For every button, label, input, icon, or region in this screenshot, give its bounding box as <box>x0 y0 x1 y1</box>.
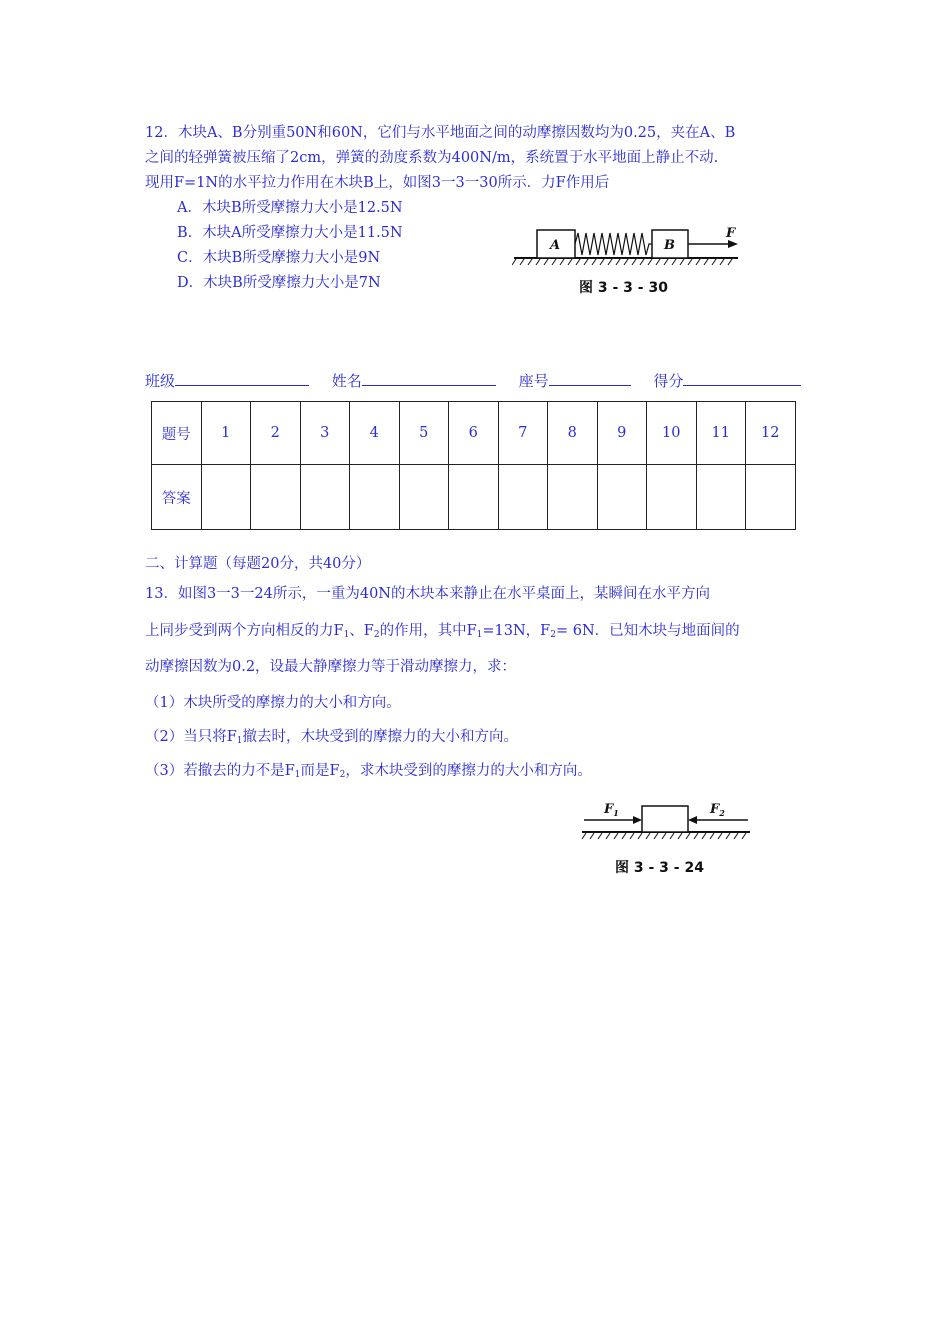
q13-line-1: 13．如图3一3一24所示，一重为40N的木块本来静止在水平桌面上，某瞬间在水平方向 <box>145 586 710 602</box>
answer-cell[interactable] <box>498 465 548 530</box>
q13-line-2: 上同步受到两个方向相反的力$F_1$、$F_2$的作用，其中$F_1=13N$，$F_2= 6N$．已知木块与地面间的 <box>145 623 740 640</box>
answer-table <box>151 401 796 530</box>
question-number-cell: 12 <box>746 402 796 465</box>
student-info-row <box>145 371 801 391</box>
force-arrow-icon <box>728 240 738 248</box>
q12-option-d: D．木块B所受摩擦力大小是7N <box>177 275 381 291</box>
answer-cell[interactable] <box>548 465 598 530</box>
section-2-title: 二、计算题（每题20分，共40分） <box>145 556 371 572</box>
q13-subquestion-3: （3）若撤去的力不是$F_1$而是$F_2$，求木块受到的摩擦力的大小和方向。 <box>145 763 592 780</box>
question-number-cell: 11 <box>696 402 746 465</box>
answer-cell[interactable] <box>350 465 400 530</box>
answer-cell[interactable] <box>251 465 301 530</box>
name-label: 姓名 <box>331 372 362 390</box>
answer-cell[interactable] <box>399 465 449 530</box>
q12-line-3: 现用F=1N的水平拉力作用在木块B上，如图3一3一30所示．力F作用后 <box>145 175 610 191</box>
block-a-label: A <box>550 238 561 253</box>
block-b-label: B <box>664 238 675 253</box>
question-number-cell: 8 <box>548 402 598 465</box>
figure-caption-3-3-24: 图 3 - 3 - 24 <box>615 860 704 876</box>
question-number-cell: 6 <box>449 402 499 465</box>
score-blank[interactable] <box>683 371 801 386</box>
answer-cell[interactable] <box>449 465 499 530</box>
answer-cell[interactable] <box>597 465 647 530</box>
block <box>642 806 688 832</box>
question-number-cell: 4 <box>350 402 400 465</box>
q12-line-1: 12．木块A、B分别重50N和60N，它们与水平地面之间的动摩擦因数均为0.25，夹在A、B <box>145 125 736 141</box>
answer-cell[interactable] <box>746 465 796 530</box>
answer-row <box>152 465 796 530</box>
score-label: 得分 <box>653 372 684 390</box>
figure-block-two-forces <box>580 798 752 844</box>
q13-line-3: 动摩擦因数为0.2，设最大静摩擦力等于滑动摩擦力，求： <box>145 659 517 675</box>
arrow-right-icon <box>633 816 642 824</box>
question-number-cell: 10 <box>647 402 697 465</box>
figure-spring-blocks <box>512 222 742 272</box>
answer-cell[interactable] <box>696 465 746 530</box>
question-number-header: 题号 <box>152 402 202 465</box>
question-number-cell: 5 <box>399 402 449 465</box>
seat-blank[interactable] <box>549 371 631 386</box>
spring-shape <box>575 233 652 255</box>
seat-label: 座号 <box>518 372 549 390</box>
question-number-cell: 1 <box>201 402 251 465</box>
answer-header: 答案 <box>152 465 202 530</box>
q13-subquestion-2: （2）当只将$F_1$撤去时，木块受到的摩擦力的大小和方向。 <box>145 729 519 746</box>
q12-line-2: 之间的轻弹簧被压缩了2cm，弹簧的劲度系数为400N/m，系统置于水平地面上静止不动. <box>145 150 719 166</box>
question-number-cell: 9 <box>597 402 647 465</box>
figure-caption-3-3-30: 图 3 - 3 - 30 <box>579 280 668 296</box>
answer-cell[interactable] <box>201 465 251 530</box>
q12-option-b: B．木块A所受摩擦力大小是11.5N <box>177 225 403 241</box>
q12-option-a: A．木块B所受摩擦力大小是12.5N <box>177 200 403 216</box>
answer-cell[interactable] <box>647 465 697 530</box>
question-number-cell: 7 <box>498 402 548 465</box>
arrow-left-icon <box>688 816 697 824</box>
question-number-cell: 2 <box>251 402 301 465</box>
answer-cell[interactable] <box>300 465 350 530</box>
question-number-cell: 3 <box>300 402 350 465</box>
name-blank[interactable] <box>362 371 496 386</box>
class-blank[interactable] <box>175 371 309 386</box>
q12-option-c: C．木块B所受摩擦力大小是9N <box>177 250 381 266</box>
force-f-label: F <box>726 226 736 241</box>
question-number-row <box>152 402 796 465</box>
q13-subquestion-1: （1）木块所受的摩擦力的大小和方向。 <box>145 695 401 711</box>
class-label: 班级 <box>145 372 176 390</box>
force-f1-label: $F_1$ <box>604 802 619 818</box>
force-f2-label: $F_2$ <box>710 802 725 818</box>
